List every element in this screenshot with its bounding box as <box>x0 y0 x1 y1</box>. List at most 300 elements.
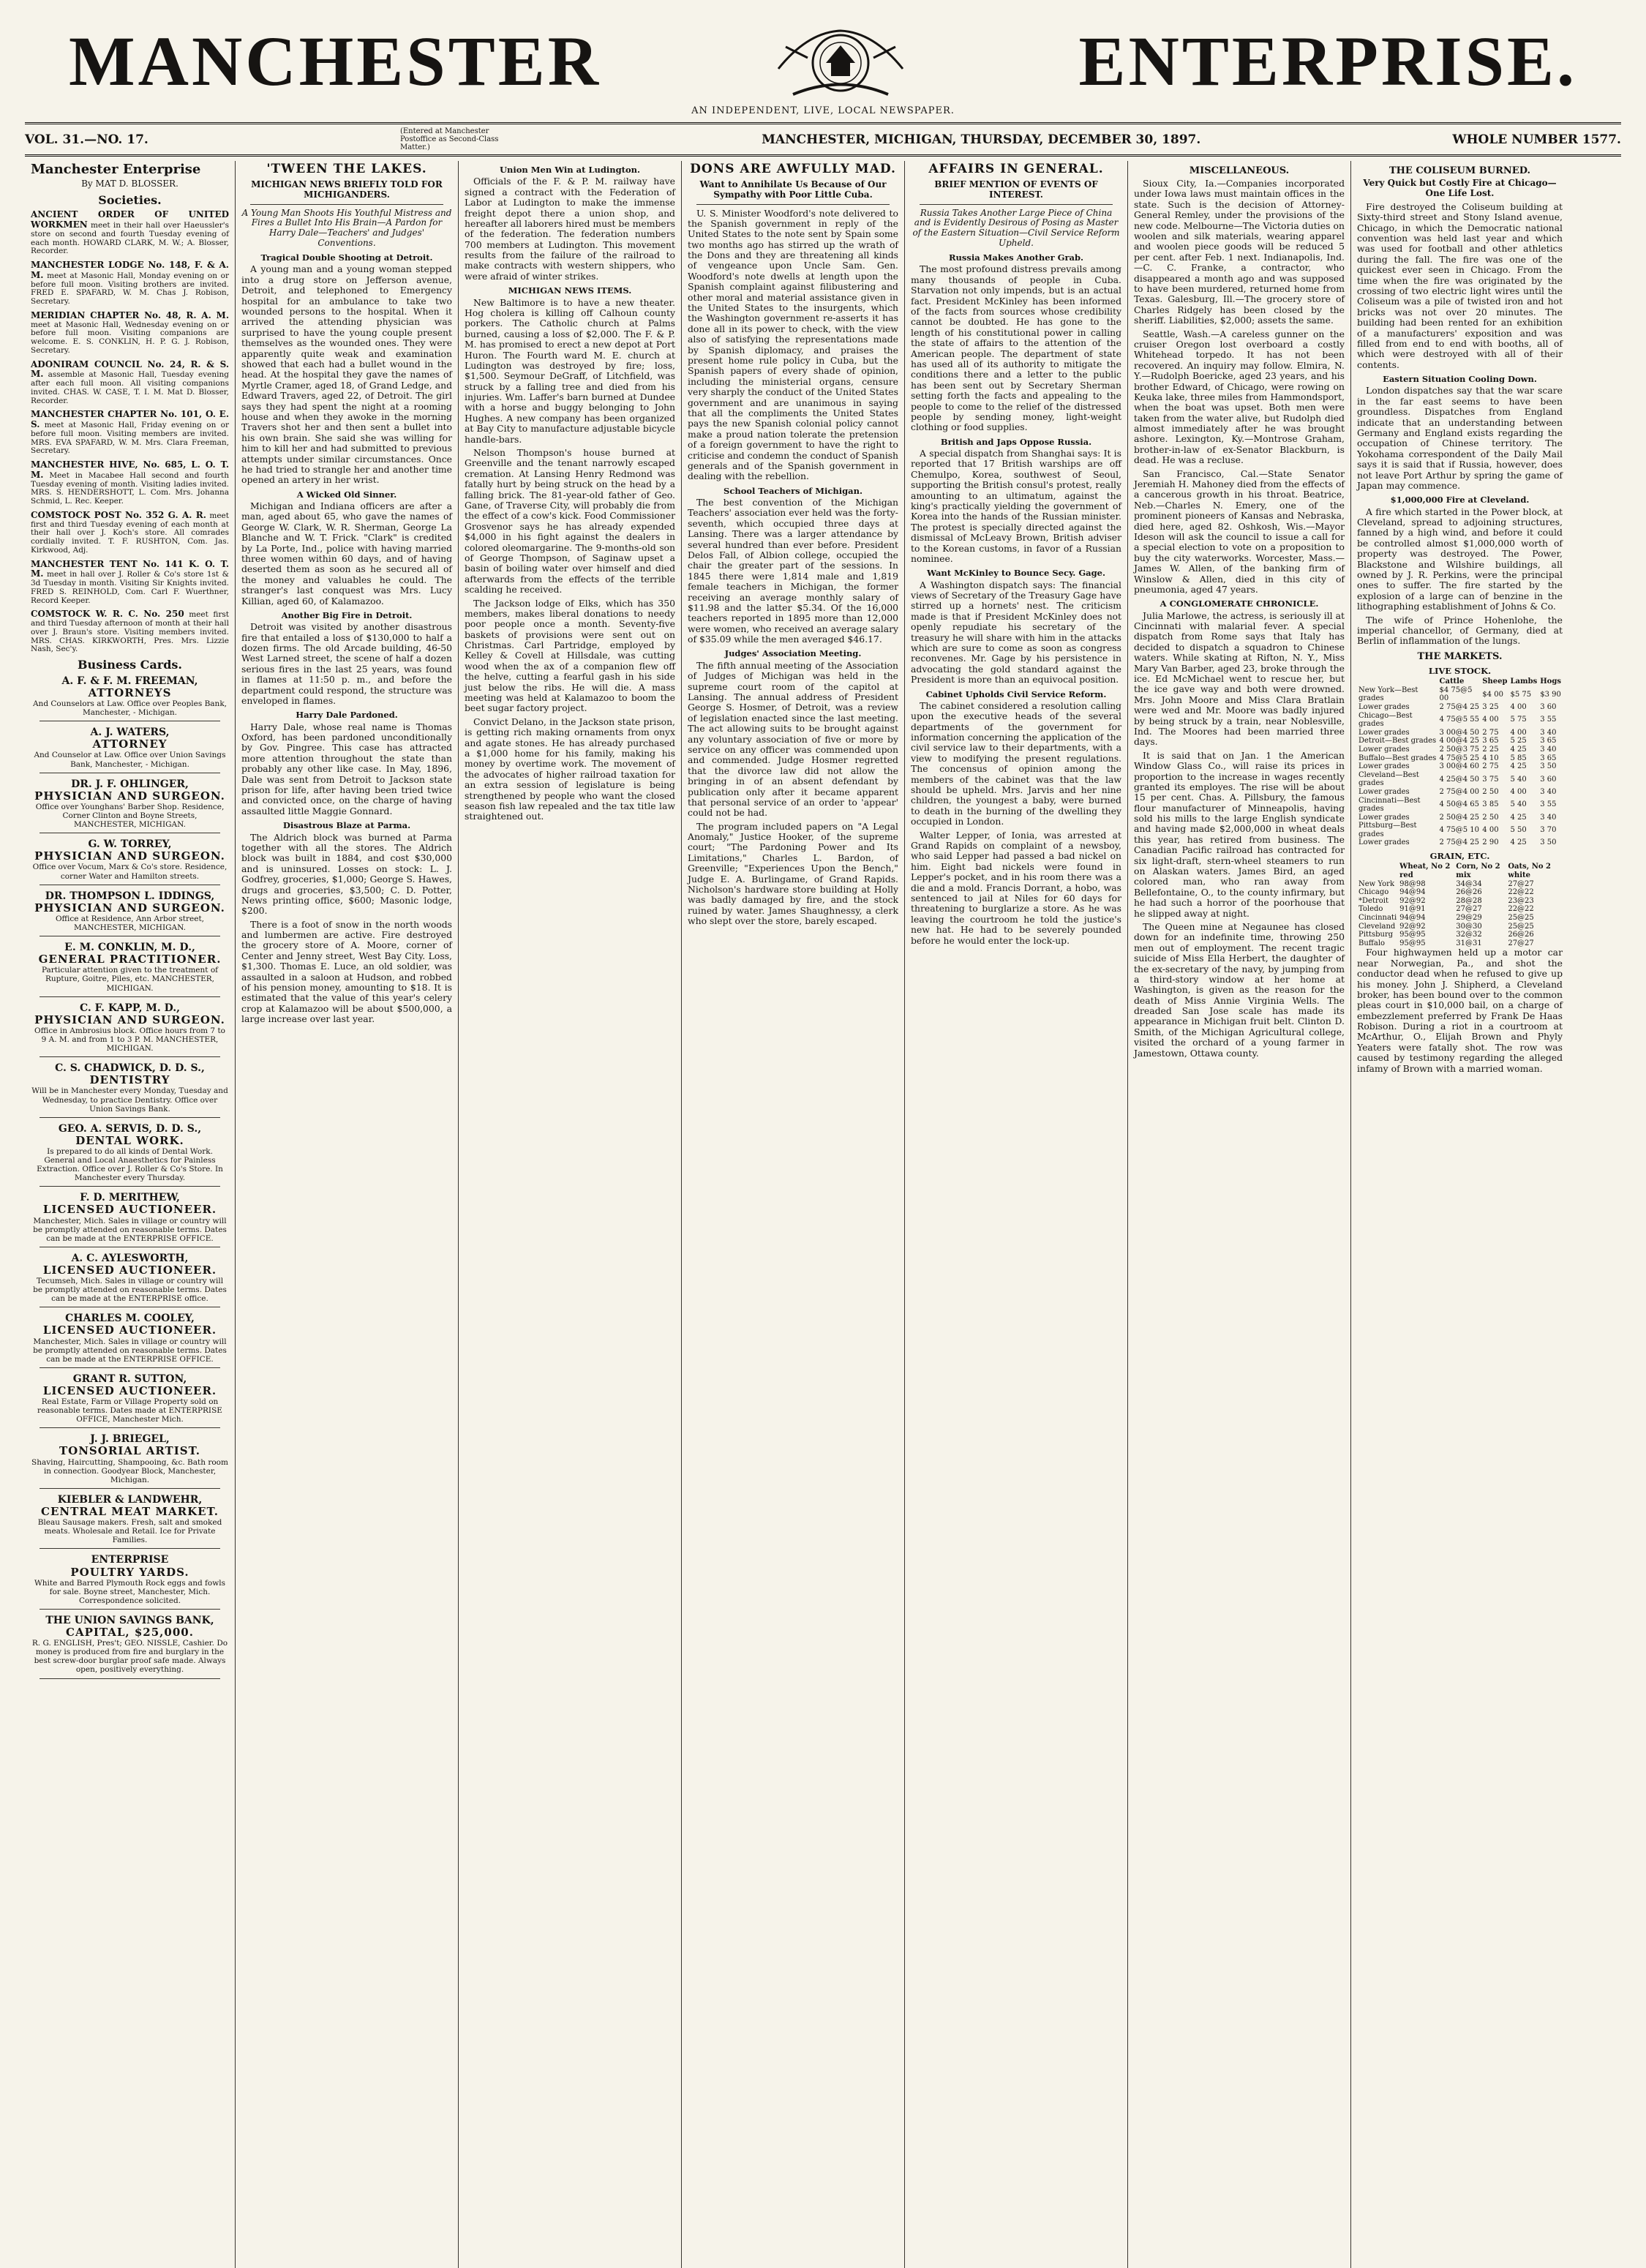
section-paragraph: The wife of Prince Hohenlohe, the imperial chancellor, of Germany, died at Berlin of inflammation of the lungs. <box>1357 614 1563 647</box>
table-cell: 4 25 <box>1510 762 1527 771</box>
society-name: MERIDIAN CHAPTER No. 48, R. A. M. <box>31 309 229 320</box>
place-date: MANCHESTER, MICHIGAN, THURSDAY, DECEMBER 30, 1897. <box>762 132 1201 147</box>
section-heading: A CONGLOMERATE CHRONICLE. <box>1160 598 1319 609</box>
business-card <box>31 1615 229 1679</box>
table-cell: 94@94 <box>1399 888 1426 897</box>
whole-number: WHOLE NUMBER 1577. <box>1452 132 1621 147</box>
live-stock-heading: LIVE STOCK. <box>1428 665 1492 676</box>
table-cell: Cleveland—Best grades <box>1358 770 1419 788</box>
divider <box>250 204 443 205</box>
section-heading: A Wicked Old Sinner. <box>296 489 397 500</box>
society-name: COMSTOCK POST No. 352 G. A. R. <box>31 509 206 520</box>
table-cell: 92@92 <box>1399 896 1426 905</box>
table-cell: 3 65 <box>1540 737 1557 746</box>
table-cell: *Detroit <box>1358 896 1388 905</box>
table-cell: 3 00@4 50 <box>1439 728 1480 737</box>
table-cell: 2 90 <box>1482 838 1499 847</box>
table-cell: Chicago—Best grades <box>1358 711 1413 729</box>
article-body <box>688 209 898 927</box>
table-row <box>1357 814 1563 822</box>
table-cell: New York—Best grades <box>1358 686 1418 703</box>
table-cell: 4 25@4 50 <box>1439 775 1480 784</box>
article-title: DONS ARE AWFULLY MAD. <box>690 162 896 176</box>
business-detail: Office over Younghans' Barber Shop. Residence, Corner Clinton and Boyne Streets, MANCHESTER, MICHIGAN. <box>35 802 225 830</box>
society-listing <box>31 311 229 356</box>
societies-heading: Societies. <box>98 192 162 207</box>
business-profession: DENTISTRY <box>89 1073 170 1087</box>
table-cell: 3 60 <box>1540 702 1557 711</box>
section-paragraph: Seattle, Wash.—A careless gunner on the cruiser Oregon lost overboard a costly Whitehead torpedo. It has not been recovered. An inquiry may follow. Elmira, N. Y.—Rudolph Boericke, aged 23 years, and his brother Edward, of Chicago, were rowing on Keuka lake, three miles from Hammondsport, when the boat was upset. Both men were taken from the water alive, but Rudolph died almost immediately after he was brought ashore. Lexington, Ky.—Montrose Graham, brother-in-law of ex-Senator Blackburn, is dead. He was a recluse. <box>1134 328 1345 466</box>
table-cell: 2 50 <box>1482 787 1499 796</box>
section-heading: Another Big Fire in Detroit. <box>281 609 413 620</box>
table-cell: 3 65 <box>1540 754 1557 762</box>
business-detail: R. G. ENGLISH, Pres't; GEO. NISSLE, Cashier. Do money is produced from fire and burglary in the best screw-door burglar proof safe made. Always open, positively everything. <box>31 1639 228 1675</box>
business-detail: Office over Vocum, Marx & Co's store. Residence, corner Water and Hamilton streets. <box>32 863 228 881</box>
business-detail: Real Estate, Farm or Village Property sold on reasonable terms. Dates made at ENTERPRISE OFFICE, Manchester Mich. <box>37 1397 222 1424</box>
business-name: G. W. TORREY, <box>88 838 172 851</box>
section-heading: Russia Makes Another Grab. <box>948 252 1084 263</box>
business-card <box>31 1002 229 1058</box>
table-cell: 3 75 <box>1482 775 1499 784</box>
table-cell: 26@26 <box>1456 888 1482 897</box>
table-cell: Cincinnati—Best grades <box>1358 796 1421 814</box>
table-cell: 25@25 <box>1508 922 1534 931</box>
section-paragraph: Walter Lepper, of Ionia, was arrested at Grand Rapids on complaint of a newsboy, who said Lepper had passed a bad nickel on him. Eight bad nickels were found in Lepper's pocket, and in his room there was a die and a mold. Francis Dorrant, a hobo, was sentenced to jail at Niles for 60 days for threatening to burglarize a store. As he was leaving the courtroom he told the justice's new hat. He had to be severely pounded before he would enter the lock-up. <box>911 829 1121 946</box>
table-cell: Cleveland <box>1358 922 1396 931</box>
column-dons-are-mad <box>682 161 905 2268</box>
section-paragraph: Nelson Thompson's house burned at Greenville and the tenant narrowly escaped cremation. At Lansing Henry Redmond was fatally hurt by being struck on the head by a falling brick. The 81-year-old father of Geo. Gane, of Traverse City, will probably die from the effect of a cow's kick. Food Commissioner Grosvenor says he has already expended $4,000 in his fight against the dealers in colored oleomargarine. The 9-months-old son of George Thompson, of Saginaw upset a basin of boiling water over himself and died afterwards from the effects of the terrible scalding he received. <box>465 447 675 596</box>
table-header-cell: Cattle <box>1439 677 1465 686</box>
table-cell: 2 50@4 25 <box>1439 813 1480 822</box>
table-header-cell <box>1357 863 1398 879</box>
society-details: meet first and third Tuesday afternoon of month at their hall over J. Braun's store. Visiting members invited. MRS. CHAS. KIRKWORTH, Pres. Mrs. Lizzie Nash, Sec'y. <box>31 610 229 654</box>
table-row <box>1357 822 1563 838</box>
section-paragraph: The cabinet considered a resolution calling upon the executive heads of the several departments of the government for information concerning the application of the civil service law to their departments, with a view to modifying the present regulations. The concensus of opinion among the members of the cabinet was that the law should be upheld. Mrs. Jarvis and her nine children, the youngest a baby, were burned to death in the burning of the dwelling they occupied in London. <box>911 699 1121 827</box>
table-cell: 4 50@4 65 <box>1439 800 1480 809</box>
business-detail: Is prepared to do all kinds of Dental Work. General and Local Anaesthetics for Painless Extraction. Office over J. Roller & Co's Store. In Manchester every Thursday. <box>37 1146 223 1183</box>
table-cell: 4 00 <box>1510 702 1527 711</box>
table-cell: Lower grades <box>1358 745 1410 754</box>
business-profession: LICENSED AUCTIONEER. <box>42 1323 217 1337</box>
section-paragraph: London dispatches say that the war scare in the far east seems to have been groundless. Dispatches from England indicate that an understanding between Germany and England exists regarding the occupation of Chinese territory. The Yokohama correspondent of the Daily Mail says it is said that if Russia, however, does not leave Port Arthur by spring the game of Japan may commence. <box>1357 385 1563 491</box>
table-cell: 2 75 <box>1482 762 1499 771</box>
business-detail: Office in Ambrosius block. Office hours from 7 to 9 A. M. and from 1 to 3 P. M. MANCHESTER, MICHIGAN. <box>34 1026 225 1054</box>
business-detail: Manchester, Mich. Sales in village or country will be promptly attended on reasonable terms. Dates can be made at the ENTERPRISE OFFICE. <box>33 1337 227 1364</box>
table-cell: 3 40 <box>1540 787 1557 796</box>
table-row <box>1357 931 1563 939</box>
business-name: THE UNION SAVINGS BANK, <box>45 1614 214 1626</box>
table-cell: Lower grades <box>1358 702 1410 711</box>
business-detail: And Counselor at Law. Office over Union Savings Bank, Manchester, - Michigan. <box>34 751 226 769</box>
society-name: ADONIRAM COUNCIL No. 24, R. & S. M. <box>31 358 229 380</box>
masthead <box>25 18 1621 104</box>
business-profession: POULTRY YARDS. <box>70 1565 189 1579</box>
table-cell: 22@22 <box>1508 905 1534 914</box>
table-cell: Pittsburg—Best grades <box>1358 822 1417 838</box>
table-cell: 92@92 <box>1399 922 1426 931</box>
society-details: meet in their hall over Haeussler's store on second and fourth Tuesday evening of each month. HOWARD CLARK, M. W.; A. Blosser, Recorder. <box>31 221 230 256</box>
section-paragraph: San Francisco, Cal.—State Senator Jeremiah H. Mahoney died from the effects of a cancerous growth in his throat. Beatrice, Neb.—Charles N. Emery, one of the prominent pioneers of Kansas and Nebraska, died here, aged 82. Oshkosh, Wis.—Mayor Ideson will ask the council to issue a call for a special election to vote on a proposition to buy the city waterworks. Worcester, Mass.—James W. Allen, of the banking firm of Winslow & Allen, died in this city of pneumonia, aged 47 years. <box>1134 468 1345 595</box>
table-header-row <box>1357 677 1563 686</box>
society-details: meet at Masonic Hall, Monday evening on or before full moon. Visiting brothers are invited. FRED E. SPAFARD, W. M. Chas J. Robison, Secretary. <box>31 271 229 307</box>
section-heading: School Teachers of Michigan. <box>724 485 863 496</box>
business-name: DR. J. F. OHLINGER, <box>71 778 189 790</box>
column-michigan-news <box>459 161 682 2268</box>
society-name: COMSTOCK W. R. C. No. 250 <box>31 609 184 620</box>
table-cell: 94@94 <box>1399 913 1426 922</box>
society-name: MANCHESTER TENT No. 141 K. O. T. M. <box>31 558 229 579</box>
business-card <box>31 1494 229 1550</box>
directory-byline: By MAT D. BLOSSER. <box>81 178 178 189</box>
dateline-bar <box>25 122 1621 157</box>
article-deck: Very Quick but Costly Fire at Chicago—One Life Lost. <box>1363 178 1557 198</box>
table-cell: 22@22 <box>1508 888 1534 897</box>
business-detail: Will be in Manchester every Monday, Tuesday and Wednesday, to practice Dentistry. Office over Union Savings Bank. <box>31 1086 228 1114</box>
table-cell: 27@27 <box>1508 939 1534 947</box>
table-row <box>1357 762 1563 771</box>
business-card <box>31 942 229 997</box>
table-cell: 3 55 <box>1540 716 1557 724</box>
section-heading: Judges' Association Meeting. <box>724 648 862 659</box>
article-body <box>1357 202 1563 647</box>
section-paragraph: Sioux City, Ia.—Companies incorporated under Iowa laws must maintain offices in the state. Such is the decision of Attorney-General Remley, under the provisions of the new code. Melbourne—The Victoria duties on woolen and silk materials, wearing apparel and woolen piece goods will be reduced 5 per cent. after Feb. 1 next. Indianapolis, Ind.—C. C. Franke, a contractor, who disappeared a month ago and was supposed to have been murdered, returned home from Texas. Galesburg, Ill.—The grocery store of Charles Ridgely has been closed by the sheriff. Liabilities, $2,000; assets the same. <box>1134 178 1345 326</box>
section-paragraph: A young man and a young woman stepped into a drug store on Jefferson avenue, Detroit, and telephoned to Emergency hospital for an ambulance to take two wounded persons to the hospital. When it arrived the attending physician was surprised to have the young couple present themselves as the wounded ones. They were apparently quite weak and examination showed that each had a bullet wound in the head. At the hospital they gave the names of Myrtle Cramer, aged 18, of Grand Ledge, and Edward Travers, aged 22, of Detroit. The girl says they had spent the night at a rooming house and when they awoke in the morning Travers shot her and then sent a bullet into his own brain. She said she was willing for him to kill her and had submitted to previous attempts under similar circumstances. Once he had tried to strangle her and another time opened an artery in her wrist. <box>241 263 452 486</box>
article-deck: Want to Annihilate Us Because of Our Sympathy with Poor Little Cuba. <box>699 179 887 200</box>
business-card <box>31 1554 229 1610</box>
business-profession: DENTAL WORK. <box>75 1133 184 1147</box>
table-cell: Toledo <box>1358 905 1383 914</box>
business-name: A. J. WATERS, <box>90 726 170 739</box>
table-cell: Lower grades <box>1358 728 1410 737</box>
table-header-cell <box>1357 677 1438 686</box>
column-miscellaneous <box>1128 161 1351 2268</box>
divider <box>40 1186 220 1187</box>
table-row <box>1357 897 1563 906</box>
table-cell: Buffalo—Best grades <box>1358 754 1437 762</box>
lodges-list <box>31 210 229 654</box>
business-name: E. M. CONKLIN, M. D., <box>64 942 195 954</box>
business-name: DR. THOMPSON L. IDDINGS, <box>45 890 215 902</box>
table-cell: 28@28 <box>1456 896 1482 905</box>
business-profession: PHYSICIAN AND SURGEON. <box>34 789 225 803</box>
column-coliseum-markets <box>1351 161 1568 2268</box>
table-cell: Lower grades <box>1358 813 1410 822</box>
volume-number: VOL. 31.—NO. 17. <box>25 132 149 147</box>
table-header-cell: Oats, No 2 white <box>1508 863 1551 879</box>
table-cell: Cincinnati <box>1358 913 1397 922</box>
grain-table <box>1357 863 1563 947</box>
table-row <box>1357 923 1563 931</box>
society-listing <box>31 410 229 456</box>
table-row <box>1357 905 1563 914</box>
divider <box>696 204 890 205</box>
table-cell: 91@91 <box>1399 905 1426 914</box>
table-cell: 4 25 <box>1510 838 1527 847</box>
section-heading: Tragical Double Shooting at Detroit. <box>260 252 433 263</box>
divider <box>40 1117 220 1118</box>
section-heading: Union Men Win at Ludington. <box>499 165 641 175</box>
table-cell: 5 25 <box>1510 737 1527 746</box>
table-cell: 2 75@4 25 <box>1439 838 1480 847</box>
section-paragraph: Convict Delano, in the Jackson state prison, is getting rich making ornaments from onyx and agate stones. He has already purchased a $1,000 home for his family, making his money by overtime work. The movement of the advocates of higher railroad taxation for an extra session of legislature is being strengthened by people who want the closed season fish law repealed and the tax title law straightened out. <box>465 716 675 822</box>
business-profession: GENERAL PRACTITIONER. <box>38 953 222 966</box>
article-title: THE COLISEUM BURNED. <box>1388 165 1531 176</box>
table-cell: 3 50 <box>1540 762 1557 771</box>
section-heading: Disastrous Blaze at Parma. <box>282 820 411 831</box>
divider <box>40 1427 220 1428</box>
business-card <box>31 1062 229 1118</box>
table-cell: 4 25 <box>1510 745 1527 754</box>
society-listing <box>31 260 229 307</box>
business-name: CHARLES M. COOLEY, <box>65 1313 195 1325</box>
section-paragraph: It is said that on Jan. 1 the American Window Glass Co., will raise its prices in proportion to the increase in wages recently granted its employes. The rise will be about 15 per cent. Chas. A. Pillsbury, the famous flour manufacturer of Minneapolis, having sold his mills to the large English syndicate and having made $2,000,000 in wheat deals this year, has retired from business. The Canadian Pacific railroad has contracted for six light-draft, stern-wheel steamers to run on Alaskan waters. James Bird, an aged colored man, who ran away from Bellefontaine, O., to the county infirmary, but he had such a horror of the poorhouse that he slipped away at night. <box>1134 749 1345 919</box>
table-cell: 29@29 <box>1456 913 1482 922</box>
society-listing <box>31 210 229 256</box>
divider <box>920 204 1113 205</box>
business-detail: And Counselors at Law. Office over Peoples Bank, Manchester, - Michigan. <box>32 699 228 718</box>
table-cell: 5 40 <box>1510 775 1527 784</box>
business-profession: ATTORNEY <box>92 737 168 751</box>
section-paragraph: Julia Marlowe, the actress, is seriously ill at Cincinnati with malarial fever. A special dispatch from Rome says that Italy has decided to dispatch a squadron to Chinese waters. While skating at Rifton, N. Y., Miss Mary Van Barber, aged 23, broke through the ice. Ed McMichael went to rescue her, but the ice gave way and both were drowned. Mrs. John Moore and Miss Clara Bratlain were wed and Mr. Moore was badly injured by being struck by a train, near Noblesville, Ind. The Moores had been married three days. <box>1134 609 1345 748</box>
divider <box>40 1056 220 1057</box>
masthead-title-left: MANCHESTER <box>69 22 602 100</box>
table-cell: $5 75 <box>1510 690 1532 699</box>
business-detail: White and Barred Plymouth Rock eggs and fowls for sale. Boyne street, Manchester, Mich. Correspondence solicited. <box>34 1578 225 1605</box>
business-card <box>31 838 229 885</box>
table-row <box>1357 746 1563 754</box>
table-cell: 26@26 <box>1508 931 1534 939</box>
business-name: F. D. MERITHEW, <box>80 1192 180 1204</box>
table-cell: 4 00 <box>1482 716 1499 724</box>
section-paragraph: The Queen mine at Negaunee has closed down for an indefinite time, throwing 250 men out of employment. The recent tragic suicide of Miss Ella Herbert, the daughter of the ex-secretary of the navy, by jumping from a third-story window at her home at Washington, is given as the reason for the death of Miss Annie Virginia Wells. The dreaded San Jose scale has made its appearance in Michigan fruit belt. Clinton D. Smith, of the Michigan Agricultural college, visited the orchard of a young farmer in Jamestown, Ottawa county. <box>1134 920 1345 1059</box>
business-cards-heading: Business Cards. <box>78 658 182 672</box>
business-name: C. F. KAPP, M. D., <box>79 1002 181 1014</box>
divider <box>40 996 220 997</box>
masthead-title-right: ENTERPRISE. <box>1078 22 1577 100</box>
table-cell: 2 50 <box>1482 813 1499 822</box>
table-cell: 3 65 <box>1482 737 1499 746</box>
table-header-cell: Hogs <box>1540 677 1561 686</box>
article-deck: BRIEF MENTION OF EVENTS OF INTEREST. <box>934 179 1098 200</box>
grain-heading: GRAIN, ETC. <box>1429 851 1490 862</box>
society-name: MANCHESTER LODGE No. 148, F. & A. M. <box>31 260 229 280</box>
table-cell: 25@25 <box>1508 913 1534 922</box>
section-paragraph: There is a foot of snow in the north woods and lumbermen are active. Fire destroyed the grocery store of A. Moore, corner of Center and Jenny street, West Bay City. Loss, $1,300. Thomas E. Luce, an old soldier, was assaulted in a saloon at Hudson, and robbed of his pension money, amounting to $18. It is estimated that the value of this year's celery crop at Kalamazoo will be about $500,000, a large increase over last year. <box>241 918 452 1025</box>
table-cell: 5 40 <box>1510 800 1527 809</box>
business-card <box>31 1373 229 1429</box>
section-paragraph: Fire destroyed the Coliseum building at Sixty-third street and Stony Island avenue, Chicago, in which the Democratic national convention was held last year and which was used for football and other athletics during the fall. The fire was one of the quickest ever seen in Chicago. From the time when the fire was originated by the crossing of two electric light wires until the Coliseum was a pile of twisted iron and hot bricks was not over 20 minutes. The building had been rented for an exhibition of a manufacturers' exposition and was filled from end to end with booths, all of which were destroyed with all of their contents. <box>1357 200 1563 370</box>
society-details: meet at Masonic Hall, Friday evening on or before full moon. Visiting members are invited. MRS. EVA SPAFARD, W. M. Mrs. Clara Freeman, Secretary. <box>31 421 229 456</box>
table-cell: Pittsburg <box>1358 931 1394 939</box>
table-cell: 27@27 <box>1508 879 1534 888</box>
table-row <box>1357 888 1563 897</box>
business-card <box>31 1123 229 1187</box>
society-details: meet first and third Tuesday evening of each month at their hall over J. Koch's store. All comrades cordially invited. T. F. RUSHTON, Com. Jas. Kirkwood, Adj. <box>31 511 229 555</box>
table-row <box>1357 737 1563 746</box>
business-name: A. F. & F. M. FREEMAN, <box>61 675 198 687</box>
table-cell: $3 90 <box>1540 690 1561 699</box>
table-cell: 27@27 <box>1456 905 1482 914</box>
article-body <box>911 253 1121 946</box>
society-name: MANCHESTER CHAPTER No. 101, O. E. S. <box>31 409 229 430</box>
section-paragraph: The most profound distress prevails among many thousands of people in Cuba. Starvation not only impends, but is an actual fact. President McKinley has been informed of the facts from sources whose credibility cannot be doubted. He has gone to the length of his constitutional power in calling the state of affairs to the attention of the American people. The department of state has used all of its authority to mitigate the conditions there and a letter to the public has been sent out by Secretary Sherman setting forth the facts and appealing to the people to come to the relief of the distressed people by sending money, light-weight clothing or food supplies. <box>911 263 1121 433</box>
article-subdeck: Russia Takes Another Large Piece of China and is Evidently Desirous of Posing as Master of the Eastern Situation—Civil Service Reform Upheld. <box>912 207 1120 249</box>
table-cell: 95@95 <box>1399 931 1426 939</box>
section-heading: MICHIGAN NEWS ITEMS. <box>508 285 632 296</box>
table-cell: 4 75@5 10 <box>1439 826 1480 835</box>
business-profession: LICENSED AUCTIONEER. <box>42 1203 217 1217</box>
seal-emblem-icon <box>764 18 917 104</box>
society-listing <box>31 511 229 555</box>
society-details: Meet in Macabee Hall second and fourth Tuesday evening of month. Visiting ladies invited. MRS. S. HENDERSHOTT, L. Com. Mrs. Johanna Schmid, L. Rec. Keeper. <box>31 470 230 506</box>
table-cell: Detroit—Best grades <box>1358 737 1437 746</box>
table-row <box>1357 914 1563 923</box>
divider <box>40 1678 220 1679</box>
section-paragraph: New Baltimore is to have a new theater. Hog cholera is killing off Calhoun county porkers. The Catholic church at Palms burned, causing a loss of $2,000. The F. & P. M. has promised to erect a new depot at Port Huron. The Fourth ward M. E. church at Ludington was destroyed by fire; loss, $1,500. Seymour DeGraff, of Litchfield, was struck by a falling tree and died from his injuries. Wm. Laffer's barn burned at Dundee with a horse and buggy belonging to John Hughes. A new company has been organized at Bay City to manufacture adjustable bicycle handle-bars. <box>465 296 675 445</box>
table-cell: 4 00 <box>1510 728 1527 737</box>
section-heading: British and Japs Oppose Russia. <box>940 436 1092 447</box>
business-name: KIEBLER & LANDWEHR, <box>57 1493 203 1506</box>
business-card <box>31 778 229 834</box>
table-row <box>1357 797 1563 814</box>
table-cell: 5 85 <box>1510 754 1527 762</box>
table-cell: 4 00 <box>1510 787 1527 796</box>
section-paragraph: Michigan and Indiana officers are after a man, aged about 65, who gave the names of George W. Clark, W. R. Sherman, George La Blanche and W. T. Frick. "Clark" is credited by La Porte, Ind., police with having married three women within 60 days, and of having deserted them as soon as he secured all of the money and valuables he could. The stranger's last conquest was Mrs. Lucy Killian, aged 60, of Kalamazoo. <box>241 500 452 607</box>
table-row <box>1357 712 1563 729</box>
cards-list <box>31 675 229 1679</box>
table-cell: 4 00 <box>1482 826 1499 835</box>
markets-heading: THE MARKETS. <box>1417 650 1503 662</box>
section-heading: Want McKinley to Bounce Secy. Gage. <box>927 568 1105 579</box>
entered-notice: (Entered at Manchester Postoffice as Second-Class Matter.) <box>399 127 499 151</box>
business-card <box>31 1313 229 1368</box>
table-cell: 3 40 <box>1540 813 1557 822</box>
business-name: ENTERPRISE <box>91 1554 169 1566</box>
business-name: J. J. BRIEGEL, <box>90 1433 170 1446</box>
article-title: MISCELLANEOUS. <box>1189 165 1290 176</box>
table-cell: Lower grades <box>1358 838 1410 847</box>
table-cell: 98@98 <box>1399 879 1426 888</box>
business-detail: Bleau Sausage makers. Fresh, salt and smoked meats. Wholesale and Retail. Ice for Private Families. <box>37 1518 222 1545</box>
table-cell: 3 55 <box>1540 800 1557 809</box>
society-details: meet at Masonic Hall, Wednesday evening on or before full moon. Visiting companions are welcome. E. S. CONKLIN, H. P. G. J. Robison, Secretary. <box>31 320 229 355</box>
article-title: AFFAIRS IN GENERAL. <box>928 162 1104 176</box>
divider <box>40 1609 220 1610</box>
table-cell: $4 00 <box>1482 690 1503 699</box>
section-heading: Cabinet Upholds Civil Service Reform. <box>925 688 1107 699</box>
article-body <box>465 165 675 822</box>
business-card <box>31 726 229 773</box>
business-name: A. C. AYLESWORTH, <box>71 1252 189 1264</box>
section-paragraph: The Jackson lodge of Elks, which has 350 members, makes liberal donations to needy poor people once a month. Seventy-five baskets of provisions were sent out on Christmas. Carl Partridge, employed by Kelley & Covell at Hillsdale, was cutting wood when the ax of a companion flew off the helve, cutting a fearful gash in his side just below the ribs. He will die. A mass meeting was held at Kalamazoo to boom the beet sugar factory project. <box>465 597 675 714</box>
section-heading: $1,000,000 Fire at Cleveland. <box>1390 495 1530 506</box>
table-row <box>1357 838 1563 847</box>
business-profession: TONSORIAL ARTIST. <box>59 1444 201 1458</box>
table-row <box>1357 771 1563 788</box>
society-details: assemble at Masonic Hall, Tuesday evening after each full moon. All visiting companions invited. CHAS. W. CASE, T. I. M. Mat D. Blosser, Recorder. <box>31 370 229 405</box>
society-name: MANCHESTER HIVE, No. 685, L. O. T. M. <box>31 459 229 480</box>
table-cell: 5 75 <box>1510 716 1527 724</box>
society-listing <box>31 560 229 606</box>
business-profession: PHYSICIAN AND SURGEON. <box>34 849 225 863</box>
table-row <box>1357 788 1563 797</box>
table-cell: 3 40 <box>1540 745 1557 754</box>
business-detail: Office at Residence, Ann Arbor street, MANCHESTER, MICHIGAN. <box>55 914 205 932</box>
society-listing <box>31 609 229 654</box>
section-paragraph: Officials of the F. & P. M. railway have signed a contract with the Federation of Labor at Ludington to make the immense freight depot there a union shop, and hereafter all laborers hired must be members of the federation. The federation numbers 700 members at Ludington. This movement results from the failure of the railroad to make contracts with western shippers, who were afraid of winter strikes. <box>465 176 675 282</box>
section-paragraph: The fifth annual meeting of the Association of Judges of Michigan was held in the supreme court room of the capitol at Lansing. The annual address of President George S. Hosmer, of Detroit, was a review of legislation enacted since the last meeting. The act allowing suits to be brought against any voluntary association of five or more by service on any officer was commended upon and commended. Judge Hosmer regretted that the divorce law did not allow the bringing in of an absent defendant by publication only after it became apparent that personal service of an order to 'appear' could not be had. <box>688 659 898 819</box>
table-cell: 3 70 <box>1540 826 1557 835</box>
article-body <box>1357 947 1563 1074</box>
table-header-cell: Corn, No 2 mix <box>1456 863 1500 879</box>
masthead-tagline: AN INDEPENDENT, LIVE, LOCAL NEWSPAPER. <box>691 105 955 116</box>
business-card <box>31 1192 229 1247</box>
table-row <box>1357 703 1563 712</box>
business-detail: Particular attention given to the treatment of Rupture, Goitre, Piles, etc. MANCHESTER, MICHIGAN. <box>41 966 219 993</box>
business-card <box>31 1433 229 1489</box>
table-row <box>1357 754 1563 763</box>
business-profession: CENTRAL MEAT MARKET. <box>41 1504 219 1518</box>
table-cell: 2 50@3 75 <box>1439 745 1480 754</box>
table-cell: 3 40 <box>1540 728 1557 737</box>
table-cell: Buffalo <box>1358 939 1386 947</box>
table-row <box>1357 880 1563 889</box>
section-heading: Harry Dale Pardoned. <box>296 710 398 721</box>
section-paragraph: Harry Dale, whose real name is Thomas Oxford, has been pardoned unconditionally by Gov. Pingree. This case has attracted more attention throughout the state than probably any other like case. In May, 1896, Dale was sent from Detroit to Jackson state prison for life, after having been tried twice and convicted once, on the charge of having assaulted little Maggie Gonnard. <box>241 721 452 816</box>
table-cell: 2 75@4 25 <box>1439 702 1480 711</box>
business-profession: PHYSICIAN AND SURGEON. <box>34 901 225 915</box>
society-details: meet in hall over J. Roller & Co's store 1st & 3d Tuesday in month. Visiting Sir Knights invited. FRED S. REINHOLD, Com. Carl F. Wuerthner, Record Keeper. <box>31 570 229 605</box>
table-cell: Lower grades <box>1358 787 1410 796</box>
table-cell: 2 75 <box>1482 728 1499 737</box>
table-cell: $4 75@5 00 <box>1439 686 1473 703</box>
business-detail: Shaving, Haircutting, Shampooing, &c. Bath room in connection. Goodyear Block, Manchester, Michigan. <box>31 1457 228 1484</box>
article-deck: MICHIGAN NEWS BRIEFLY TOLD FOR MICHIGANDERS. <box>251 179 443 200</box>
table-header-row <box>1357 863 1563 879</box>
table-cell: 4 00@4 25 <box>1439 737 1480 746</box>
business-detail: Tecumseh, Mich. Sales in village or country will be promptly attended on reasonable terms. Dates can be made at the ENTERPRISE office. <box>33 1277 227 1304</box>
divider <box>40 1367 220 1368</box>
section-paragraph: The best convention of the Michigan Teachers' association ever held was the forty-seventh, which occupied three days at Lansing. There was a larger attendance by several hundred than ever before. President Delos Fall, of Albion college, occupied the chair the greater part of the sessions. In 1845 there were 1,814 male and 1,819 female teachers in Michigan, the former receiving an average monthly salary of $11.98 and the latter $5.34. Of the 16,000 teachers reported in 1895 more than 12,000 were women, who received an average salary of $35.09 while the men averaged $46.17. <box>688 497 898 645</box>
business-card <box>31 890 229 936</box>
business-name: GEO. A. SERVIS, D. D. S., <box>58 1122 202 1135</box>
section-paragraph: A special dispatch from Shanghai says: It is reported that 17 British warships are off Chemulpo, Korea, southwest of Seoul, supporting the British consul's protest, really amounting to an ultimatum, against the king's practically yielding the government of Korea into the hands of the Russian minister. The protest is specially directed against the dismissal of McLeavy Brown, British adviser to the Korean customs, in favor of a Russian nominee. <box>911 448 1121 564</box>
table-cell: 3 00@4 60 <box>1439 762 1480 771</box>
table-cell: 3 25 <box>1482 702 1499 711</box>
business-profession: PHYSICIAN AND SURGEON. <box>34 1013 225 1026</box>
society-listing <box>31 360 229 406</box>
table-cell: 95@95 <box>1399 939 1426 947</box>
divider <box>40 1548 220 1549</box>
table-cell: 2 75@4 00 <box>1439 787 1480 796</box>
table-header-cell: Lambs <box>1510 677 1538 686</box>
table-cell: 4 75@5 25 <box>1439 754 1480 762</box>
section-paragraph: Four highwaymen held up a motor car near Norwegian, Pa., and shot the conductor dead when he refused to give up his money. John J. Shipherd, a Cleveland broker, has been bound over to the common pleas court in $10,000 bail, on a charge of embezzlement preferred by Frank De Haas Robison. During a riot in a courtroom at McArthur, O., Elijah Brown and Phyly Yeaters were fatally shot. The row was caused by testimony regarding the alleged infamy of Brown with a married woman. <box>1357 947 1563 1074</box>
table-cell: 3 60 <box>1540 775 1557 784</box>
directory-title: Manchester Enterprise <box>31 162 201 177</box>
business-profession: LICENSED AUCTIONEER. <box>42 1263 217 1277</box>
article-columns <box>25 161 1621 2268</box>
table-row <box>1357 729 1563 737</box>
table-cell: 30@30 <box>1456 922 1482 931</box>
business-card <box>31 675 229 721</box>
live-stock-table <box>1357 677 1563 847</box>
divider <box>40 1488 220 1489</box>
section-heading: Eastern Situation Cooling Down. <box>1383 374 1537 385</box>
table-cell: 3 85 <box>1482 800 1499 809</box>
society-listing <box>31 460 229 506</box>
article-subdeck: A Young Man Shoots His Youthful Mistress and Fires a Bullet Into His Brain—A Pardon for Harry Dale—Teachers' and Judges' Conventions. <box>241 207 452 249</box>
